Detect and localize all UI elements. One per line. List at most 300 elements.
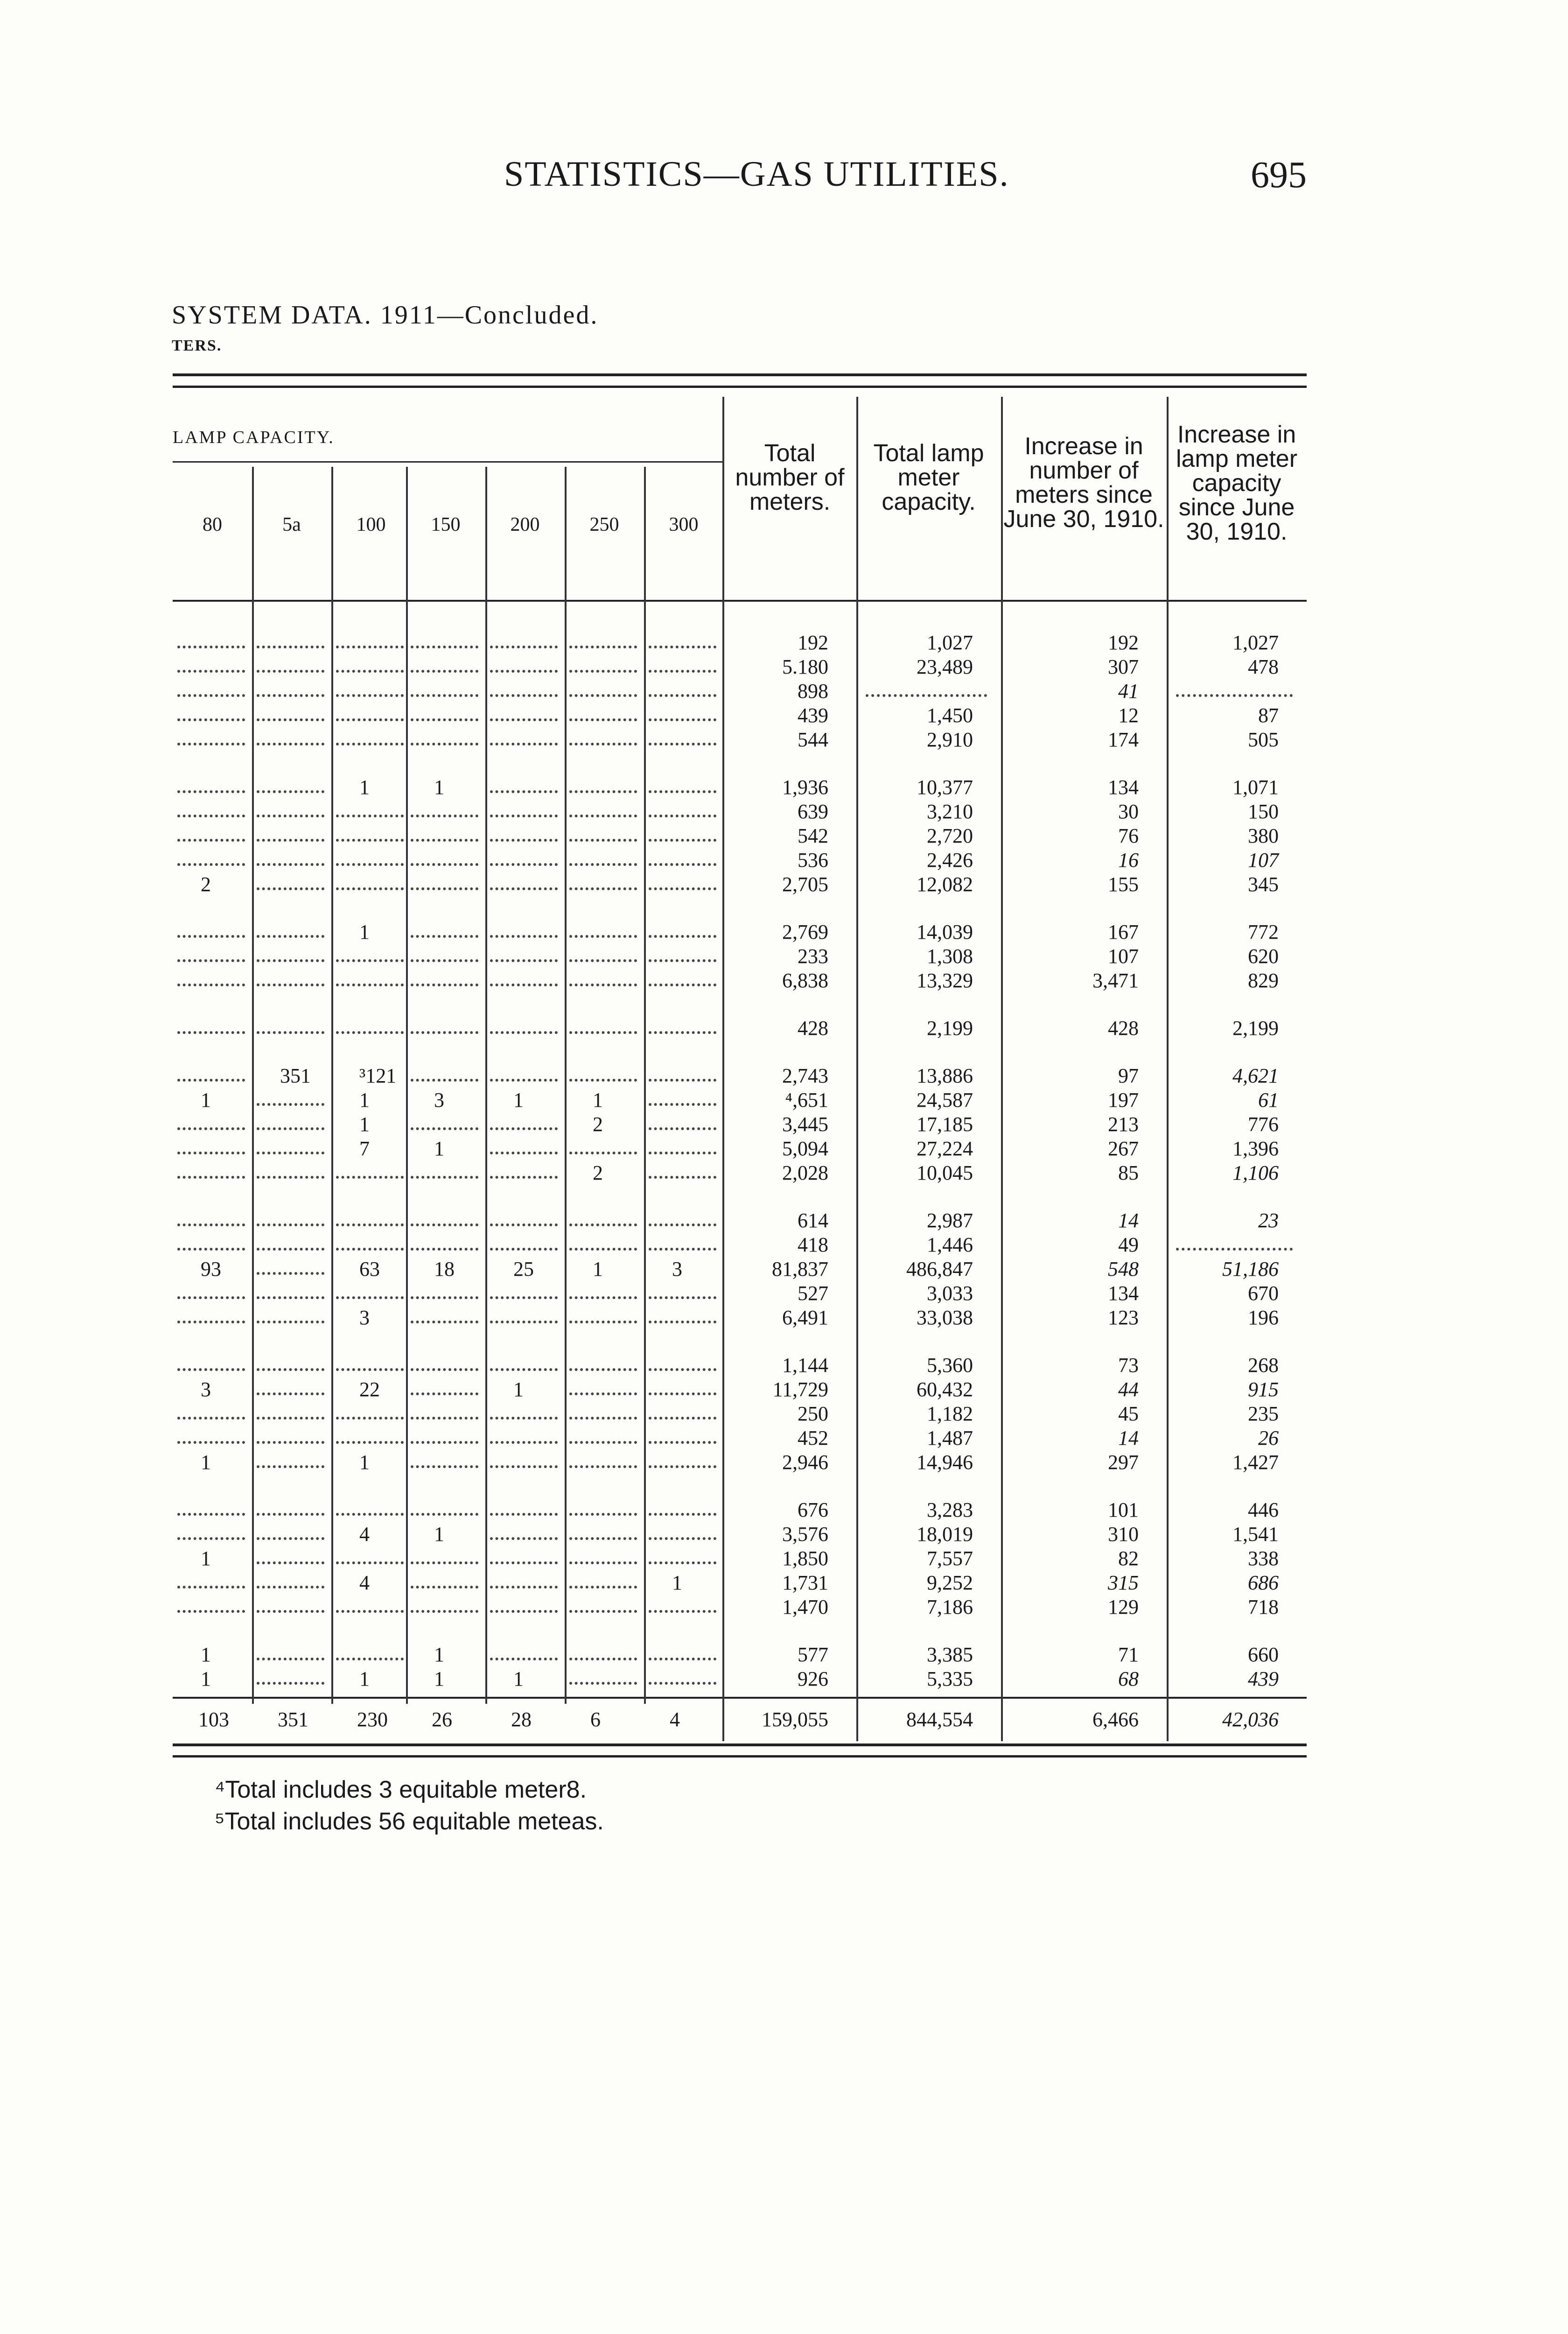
dot-leader <box>649 1559 716 1564</box>
dot-leader <box>177 1607 245 1613</box>
cell-inc-meters: 297 <box>1108 1451 1139 1474</box>
dot-leader <box>490 787 558 793</box>
dot-leader <box>490 1583 558 1589</box>
lamp-cell: 1 <box>593 1258 603 1280</box>
dot-leader <box>490 1534 558 1540</box>
dot-leader <box>257 716 324 721</box>
cell-inc-capacity: 829 <box>1248 969 1279 992</box>
cell-inc-capacity: 338 <box>1248 1547 1279 1570</box>
dot-leader <box>649 667 716 673</box>
cell-inc-meters: 68 <box>1118 1667 1139 1690</box>
cell-capacity: 1,182 <box>927 1402 973 1425</box>
cell-inc-capacity: 915 <box>1248 1378 1279 1401</box>
cell-capacity: 13,886 <box>917 1064 973 1087</box>
cell-total: 5.180 <box>782 655 828 678</box>
dot-leader <box>411 836 478 842</box>
lamp-cell: 1 <box>359 921 370 943</box>
dot-leader <box>569 1583 637 1589</box>
cell-inc-meters: 129 <box>1108 1596 1139 1618</box>
cell-total: 439 <box>798 704 828 727</box>
dot-leader <box>490 981 558 986</box>
dot-leader <box>257 1149 324 1154</box>
lamp-col-header-80: 80 <box>203 514 222 535</box>
dot-leader <box>177 981 245 986</box>
dot-leader <box>257 1438 324 1444</box>
section-subtitle: TERS. <box>172 337 222 354</box>
lamp-cell: 93 <box>201 1258 221 1280</box>
dot-leader <box>336 956 404 962</box>
total-lamp-cell: 26 <box>432 1708 452 1731</box>
dot-leader <box>569 1462 637 1468</box>
dot-leader <box>490 691 558 697</box>
dot-leader <box>411 691 478 697</box>
dot-leader <box>411 1510 478 1516</box>
cell-inc-meters: 428 <box>1108 1017 1139 1040</box>
dot-leader <box>649 643 716 648</box>
cell-capacity: 3,033 <box>927 1282 973 1305</box>
dot-leader <box>257 740 324 745</box>
dot-leader <box>177 1294 245 1299</box>
dot-leader <box>569 1438 637 1444</box>
dot-leader <box>649 1438 716 1444</box>
dot-leader <box>569 691 637 697</box>
cell-inc-meters: 3,471 <box>1092 969 1139 992</box>
dot-leader <box>569 1679 637 1685</box>
dot-leader <box>569 1365 637 1371</box>
cell-inc-capacity: 1,027 <box>1232 631 1279 654</box>
dot-leader <box>490 1510 558 1516</box>
dot-leader <box>257 1294 324 1299</box>
cell-inc-capacity: 268 <box>1248 1354 1279 1377</box>
dot-leader <box>649 1125 716 1130</box>
lamp-cell: 1 <box>359 1089 370 1111</box>
dot-leader <box>411 1245 478 1251</box>
lamp-cell: 1 <box>359 776 370 799</box>
cell-inc-meters: 14 <box>1118 1427 1139 1449</box>
dot-leader <box>411 1173 478 1179</box>
section-title: SYSTEM DATA. 1911—Concluded. <box>172 301 599 330</box>
dot-leader <box>336 860 404 866</box>
cell-total: 1,144 <box>782 1354 828 1377</box>
lamp-col-header-5a: 5a <box>282 514 301 535</box>
dot-leader <box>649 740 716 745</box>
lamp-cell: 2 <box>201 873 211 896</box>
cell-capacity: 10,045 <box>917 1161 973 1184</box>
cell-total: 5,094 <box>782 1137 828 1160</box>
lamp-cell: 25 <box>513 1258 534 1280</box>
top-double-rule-2 <box>173 386 1307 388</box>
dot-leader <box>649 1076 716 1082</box>
cell-total: 926 <box>798 1667 828 1690</box>
cell-total: 6,491 <box>782 1306 828 1329</box>
cell-total: 2,946 <box>782 1451 828 1474</box>
lamp-col-header-100: 100 <box>356 514 386 535</box>
cell-total: 1,936 <box>782 776 828 799</box>
dot-leader <box>649 1100 716 1106</box>
dot-leader <box>411 1076 478 1082</box>
cell-inc-capacity: 505 <box>1248 728 1279 751</box>
dot-leader <box>411 1583 478 1589</box>
dot-leader <box>257 932 324 938</box>
cell-capacity: 2,426 <box>927 849 973 872</box>
cell-capacity: 13,329 <box>917 969 973 992</box>
cell-total: 544 <box>798 728 828 751</box>
dot-leader <box>649 956 716 962</box>
lamp-cell: 1 <box>201 1643 211 1666</box>
cell-inc-meters: 197 <box>1108 1089 1139 1111</box>
cell-inc-capacity: 345 <box>1248 873 1279 896</box>
cell-capacity: 1,487 <box>927 1427 973 1449</box>
cell-inc-capacity: 1,396 <box>1232 1137 1279 1160</box>
dot-leader <box>411 1414 478 1420</box>
cell-inc-capacity: 718 <box>1248 1596 1279 1618</box>
cell-total: 898 <box>798 680 828 703</box>
cell-total: 2,769 <box>782 921 828 943</box>
cell-inc-capacity: 1,427 <box>1232 1451 1279 1474</box>
lamp-cell: 1 <box>434 1643 444 1666</box>
cell-total: 527 <box>798 1282 828 1305</box>
dot-leader <box>257 1510 324 1516</box>
dot-leader <box>411 1125 478 1130</box>
lamp-cell: 7 <box>359 1137 370 1160</box>
bottom-double-rule-2 <box>173 1755 1307 1758</box>
dot-leader <box>490 836 558 842</box>
total-lamp-cell: 230 <box>357 1708 388 1731</box>
dot-leader <box>490 1318 558 1323</box>
dot-leader <box>411 1438 478 1444</box>
cell-inc-meters: 307 <box>1108 655 1139 678</box>
dot-leader <box>649 981 716 986</box>
dot-leader <box>257 1679 324 1685</box>
cell-total: 250 <box>798 1402 828 1425</box>
dot-leader <box>411 740 478 745</box>
dot-leader <box>336 667 404 673</box>
dot-leader <box>569 1390 637 1395</box>
dot-leader <box>411 885 478 890</box>
dot-leader <box>411 932 478 938</box>
dot-leader <box>569 932 637 938</box>
dot-leader <box>177 1318 245 1323</box>
dot-leader <box>177 1245 245 1251</box>
dot-leader <box>649 1028 716 1034</box>
dot-leader <box>569 787 637 793</box>
dot-leader <box>569 812 637 817</box>
cell-capacity: 23,489 <box>917 655 973 678</box>
dot-leader <box>177 812 245 817</box>
dot-leader <box>490 1149 558 1154</box>
dot-leader <box>257 836 324 842</box>
dot-leader <box>177 740 245 745</box>
cell-total: 452 <box>798 1427 828 1449</box>
dot-leader <box>336 643 404 648</box>
dot-leader <box>177 1028 245 1034</box>
cell-total: 2,705 <box>782 873 828 896</box>
dot-leader <box>649 860 716 866</box>
lamp-cell: 1 <box>359 1667 370 1690</box>
dot-leader <box>257 1221 324 1226</box>
dot-leader <box>569 885 637 890</box>
cell-capacity: 3,385 <box>927 1643 973 1666</box>
dot-leader <box>257 885 324 890</box>
lamp-cell: 1 <box>434 1137 444 1160</box>
cell-total: 676 <box>798 1498 828 1521</box>
dot-leader <box>490 1076 558 1082</box>
total-inc-meters: 6,466 <box>1092 1708 1139 1731</box>
dot-leader <box>569 1534 637 1540</box>
lamp-col-divider <box>331 467 333 1704</box>
lamp-cell: 2 <box>593 1113 603 1136</box>
dot-leader <box>649 1245 716 1251</box>
dot-leader <box>257 1655 324 1660</box>
dot-leader <box>490 716 558 721</box>
cell-inc-capacity: 107 <box>1248 849 1279 872</box>
dot-leader <box>569 1245 637 1251</box>
cell-inc-meters: 97 <box>1118 1064 1139 1087</box>
cell-total: 81,837 <box>772 1258 828 1280</box>
dot-leader <box>336 1559 404 1564</box>
group-header-rule <box>173 461 723 463</box>
lamp-col-header-250: 250 <box>589 514 619 535</box>
lamp-cell: 1 <box>593 1089 603 1111</box>
dot-leader <box>411 1365 478 1371</box>
cell-total: 233 <box>798 945 828 968</box>
dot-leader <box>257 1607 324 1613</box>
dot-leader <box>257 1318 324 1323</box>
header-inc-meters: Increase in number of meters since June 30, 1910. <box>1003 433 1164 533</box>
cell-inc-meters: 101 <box>1108 1498 1139 1521</box>
dot-leader <box>411 1028 478 1034</box>
dot-leader <box>649 1655 716 1660</box>
lamp-cell: 4 <box>359 1571 370 1594</box>
dot-leader <box>569 740 637 745</box>
lamp-col-header-300: 300 <box>669 514 699 535</box>
dot-leader <box>649 716 716 721</box>
dot-leader <box>177 1076 245 1082</box>
cell-capacity: 7,186 <box>927 1596 973 1618</box>
dot-leader <box>569 1076 637 1082</box>
dot-leader <box>336 740 404 745</box>
dot-leader <box>490 1125 558 1130</box>
dot-leader <box>257 860 324 866</box>
cell-inc-capacity: 1,106 <box>1232 1161 1279 1184</box>
cell-capacity: 486,847 <box>906 1258 973 1280</box>
cell-capacity: 3,283 <box>927 1498 973 1521</box>
cell-inc-meters: 44 <box>1118 1378 1139 1401</box>
dot-leader <box>569 1149 637 1154</box>
lamp-cell: 1 <box>434 1667 444 1690</box>
dot-leader <box>257 643 324 648</box>
cell-capacity: 17,185 <box>917 1113 973 1136</box>
dot-leader <box>411 981 478 986</box>
dot-leader <box>649 1294 716 1299</box>
bottom-double-rule-1 <box>173 1743 1307 1746</box>
cell-capacity: 2,720 <box>927 824 973 847</box>
cell-inc-capacity: 2,199 <box>1232 1017 1279 1040</box>
cell-total: 3,445 <box>782 1113 828 1136</box>
lamp-cell: 351 <box>280 1064 311 1087</box>
dot-leader <box>649 1149 716 1154</box>
lamp-cell: 1 <box>201 1667 211 1690</box>
cell-total: 536 <box>798 849 828 872</box>
cell-inc-meters: 134 <box>1108 776 1139 799</box>
dot-leader <box>336 691 404 697</box>
dot-leader <box>649 1679 716 1685</box>
dot-leader <box>177 1221 245 1226</box>
dot-leader <box>490 1173 558 1179</box>
dot-leader <box>569 1221 637 1226</box>
lamp-cell: 1 <box>201 1089 211 1111</box>
dot-leader <box>177 643 245 648</box>
cell-capacity: 14,946 <box>917 1451 973 1474</box>
dot-leader <box>411 860 478 866</box>
dot-leader <box>177 1510 245 1516</box>
dot-leader <box>411 643 478 648</box>
dot-leader <box>177 860 245 866</box>
dot-leader <box>257 691 324 697</box>
cell-inc-capacity: 23 <box>1258 1209 1279 1232</box>
lamp-cell: 3 <box>672 1258 682 1280</box>
dot-leader <box>177 932 245 938</box>
lamp-cell: 1 <box>434 776 444 799</box>
header-total: Total number of meters. <box>735 440 845 515</box>
cell-inc-capacity: 478 <box>1248 655 1279 678</box>
cell-inc-meters: 41 <box>1118 680 1139 703</box>
dot-leader <box>649 1221 716 1226</box>
cell-inc-capacity: 196 <box>1248 1306 1279 1329</box>
cell-inc-meters: 107 <box>1108 945 1139 968</box>
dot-leader <box>569 716 637 721</box>
dot-leader <box>649 812 716 817</box>
cell-total: 614 <box>798 1209 828 1232</box>
dot-leader <box>336 1028 404 1034</box>
dot-leader <box>177 1583 245 1589</box>
cell-inc-capacity: 1,071 <box>1232 776 1279 799</box>
footnote-5: ⁵Total includes 56 equitable meteas. <box>215 1808 604 1835</box>
cell-total: 3,576 <box>782 1523 828 1546</box>
dot-leader <box>336 1510 404 1516</box>
dot-leader <box>177 1414 245 1420</box>
cell-inc-meters: 310 <box>1108 1523 1139 1546</box>
dot-leader <box>177 787 245 793</box>
dot-leader <box>257 1365 324 1371</box>
cell-total: 1,470 <box>782 1596 828 1618</box>
lamp-cell: 3 <box>359 1306 370 1329</box>
dot-leader <box>649 885 716 890</box>
dot-leader <box>411 716 478 721</box>
dot-leader <box>177 667 245 673</box>
cell-total: 428 <box>798 1017 828 1040</box>
cell-inc-meters: 45 <box>1118 1402 1139 1425</box>
dot-leader <box>1176 691 1293 697</box>
lamp-cell: 1 <box>434 1523 444 1546</box>
dot-leader <box>490 1365 558 1371</box>
cell-total: 11,729 <box>772 1378 828 1401</box>
cell-total: 6,838 <box>782 969 828 992</box>
cell-capacity: 24,587 <box>917 1089 973 1111</box>
lamp-cell: 3 <box>201 1378 211 1401</box>
dot-leader <box>490 1028 558 1034</box>
lamp-cell: 1 <box>201 1547 211 1570</box>
dot-leader <box>336 885 404 890</box>
dot-leader <box>490 1438 558 1444</box>
total-inc-capacity: 42,036 <box>1222 1708 1279 1731</box>
dot-leader <box>411 1607 478 1613</box>
dot-leader <box>569 1607 637 1613</box>
dot-leader <box>257 787 324 793</box>
dot-leader <box>649 932 716 938</box>
cell-inc-meters: 267 <box>1108 1137 1139 1160</box>
lamp-cell: 1 <box>359 1113 370 1136</box>
lamp-cell: 22 <box>359 1378 380 1401</box>
total-total: 159,055 <box>762 1708 828 1731</box>
dot-leader <box>490 860 558 866</box>
cell-inc-meters: 134 <box>1108 1282 1139 1305</box>
dot-leader <box>569 1510 637 1516</box>
dot-leader <box>257 1125 324 1130</box>
dot-leader <box>490 812 558 817</box>
dot-leader <box>411 1294 478 1299</box>
dot-leader <box>257 956 324 962</box>
dot-leader <box>490 956 558 962</box>
lamp-col-header-150: 150 <box>431 514 461 535</box>
lamp-cell: 1 <box>672 1571 682 1594</box>
dot-leader <box>177 1125 245 1130</box>
footnotes <box>215 1774 604 1837</box>
dot-leader <box>257 812 324 817</box>
dot-leader <box>569 1414 637 1420</box>
lamp-col-divider <box>252 467 254 1704</box>
dot-leader <box>411 1318 478 1323</box>
cell-total: 2,028 <box>782 1161 828 1184</box>
cell-capacity: 9,252 <box>927 1571 973 1594</box>
cell-capacity: 3,210 <box>927 800 973 823</box>
dot-leader <box>257 1028 324 1034</box>
dot-leader <box>490 1462 558 1468</box>
dot-leader <box>257 1269 324 1275</box>
total-lamp-cell: 351 <box>278 1708 308 1731</box>
dot-leader <box>257 981 324 986</box>
cell-inc-meters: 49 <box>1118 1233 1139 1256</box>
dot-leader <box>336 1655 404 1660</box>
cell-total: 2,743 <box>782 1064 828 1087</box>
cell-total: ⁴,651 <box>785 1089 828 1111</box>
cell-inc-capacity: 51,186 <box>1222 1258 1279 1280</box>
dot-leader <box>411 812 478 817</box>
dot-leader <box>569 667 637 673</box>
dot-leader <box>257 1100 324 1106</box>
cell-capacity: 1,450 <box>927 704 973 727</box>
dot-leader <box>411 1390 478 1395</box>
dot-leader <box>649 1390 716 1395</box>
dot-leader <box>569 1028 637 1034</box>
lamp-col-divider <box>644 467 646 1704</box>
cell-inc-capacity: 772 <box>1248 921 1279 943</box>
dot-leader <box>336 981 404 986</box>
dot-leader <box>569 981 637 986</box>
cell-capacity: 14,039 <box>917 921 973 943</box>
cell-inc-meters: 315 <box>1108 1571 1139 1594</box>
cell-total: 542 <box>798 824 828 847</box>
dot-leader <box>569 1318 637 1323</box>
dot-leader <box>336 1173 404 1179</box>
lamp-col-header-200: 200 <box>510 514 540 535</box>
cell-inc-meters: 85 <box>1118 1161 1139 1184</box>
dot-leader <box>411 667 478 673</box>
dot-leader <box>649 1318 716 1323</box>
cell-inc-capacity: 87 <box>1258 704 1279 727</box>
dot-leader <box>336 836 404 842</box>
lamp-cell: 1 <box>513 1667 524 1690</box>
